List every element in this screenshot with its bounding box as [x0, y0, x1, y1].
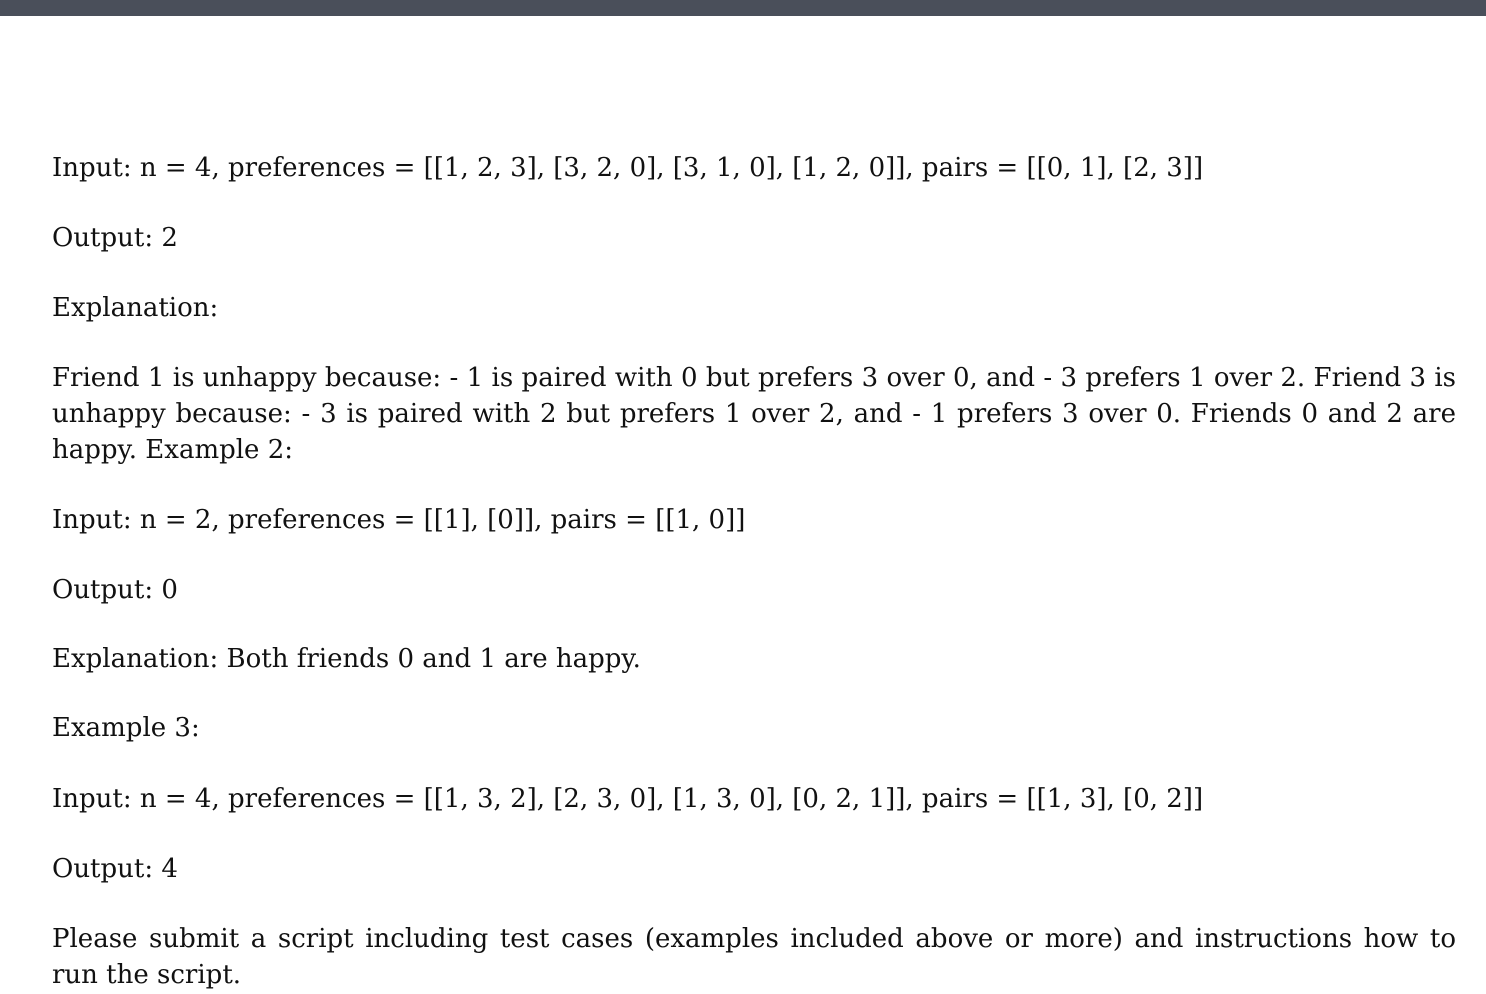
example2-explanation: Explanation: Both friends 0 and 1 are happy. [52, 644, 641, 674]
example2-output: Output: 0 [52, 575, 178, 605]
example1-explanation-label: Explanation: [52, 293, 219, 323]
example3-input: Input: n = 4, preferences = [[1, 3, 2], [2, 3, 0], [1, 3, 0], [0, 2, 1]], pairs = [[1, 3], [0, 2]] [52, 784, 1204, 814]
example3-output: Output: 4 [52, 854, 178, 884]
example1-input: Input: n = 4, preferences = [[1, 2, 3], [3, 2, 0], [3, 1, 0], [1, 2, 0]], pairs = [[0, 1], [2, 3]] [52, 153, 1204, 183]
example1-output: Output: 2 [52, 223, 178, 253]
submission-instructions: Please submit a script including test cases (examples included above or more) and instructions how to run the script. [52, 924, 1456, 990]
top-bar [0, 0, 1486, 16]
example2-input: Input: n = 2, preferences = [[1], [0]], pairs = [[1, 0]] [52, 505, 746, 535]
example1-explanation: Friend 1 is unhappy because: - 1 is paired with 0 but prefers 3 over 0, and - 3 prefers 1 over 2. Friend 3 is unhappy because: - 3 is paired with 2 but prefers 1 over 2, and - 1 prefers 3 over 0. Friends 0 and 2 are happy. Example 2: [52, 363, 1456, 465]
example3-heading: Example 3: [52, 713, 200, 743]
